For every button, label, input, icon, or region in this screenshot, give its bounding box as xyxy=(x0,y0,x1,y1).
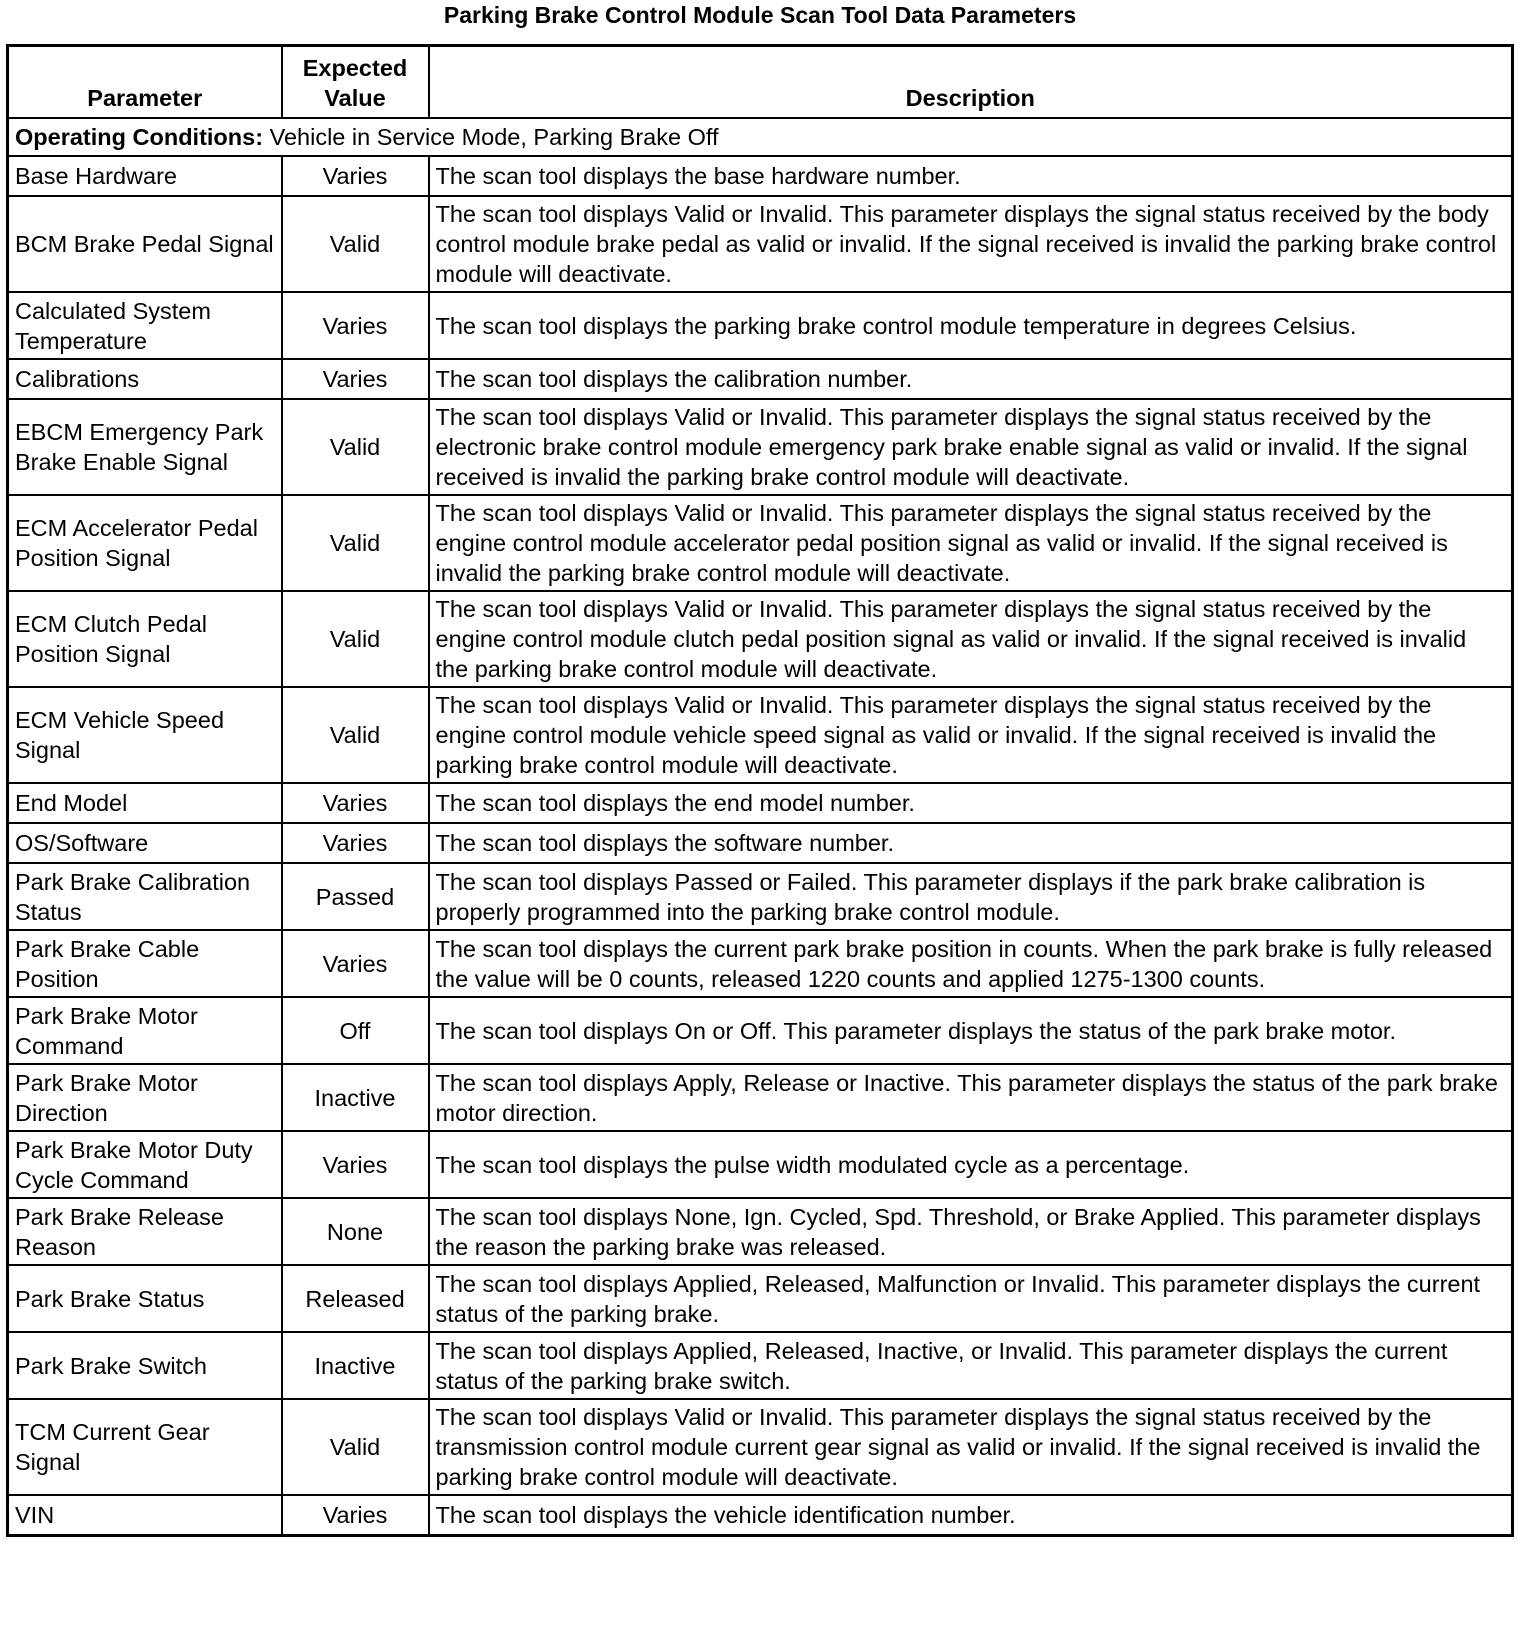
description-cell: The scan tool displays Valid or Invalid. This parameter displays the signal status received by the transmission control module current gear signal as valid or invalid. If the signal received is invalid the parking brake control module will deactivate. xyxy=(429,1399,1513,1495)
description-cell: The scan tool displays the software number. xyxy=(429,823,1513,863)
parameter-cell: VIN xyxy=(8,1495,282,1536)
parameter-cell: EBCM Emergency Park Brake Enable Signal xyxy=(8,399,282,495)
header-parameter: Parameter xyxy=(8,46,282,119)
expected-value-cell: Varies xyxy=(282,1131,429,1198)
description-cell: The scan tool displays the vehicle identification number. xyxy=(429,1495,1513,1536)
description-cell: The scan tool displays the calibration number. xyxy=(429,359,1513,399)
description-cell: The scan tool displays the end model number. xyxy=(429,783,1513,823)
description-cell: The scan tool displays Apply, Release or Inactive. This parameter displays the status of the park brake motor direction. xyxy=(429,1064,1513,1131)
description-cell: The scan tool displays Passed or Failed. This parameter displays if the park brake calibration is properly programmed into the parking brake control module. xyxy=(429,863,1513,930)
expected-value-cell: Inactive xyxy=(282,1064,429,1131)
scan-tool-data-table xyxy=(6,44,1514,1537)
expected-value-cell: Valid xyxy=(282,1399,429,1495)
table-row xyxy=(8,997,1513,1064)
parameter-cell: Park Brake Motor Direction xyxy=(8,1064,282,1131)
parameter-cell: OS/Software xyxy=(8,823,282,863)
table-row xyxy=(8,687,1513,783)
expected-value-cell: Valid xyxy=(282,495,429,591)
table-row xyxy=(8,1495,1513,1536)
description-cell: The scan tool displays the base hardware number. xyxy=(429,156,1513,196)
table-row xyxy=(8,359,1513,399)
description-cell: The scan tool displays the pulse width modulated cycle as a percentage. xyxy=(429,1131,1513,1198)
expected-value-cell: Varies xyxy=(282,359,429,399)
expected-value-cell: Varies xyxy=(282,292,429,359)
description-cell: The scan tool displays the parking brake control module temperature in degrees Celsius. xyxy=(429,292,1513,359)
parameter-cell: Park Brake Switch xyxy=(8,1332,282,1399)
expected-value-cell: Valid xyxy=(282,687,429,783)
header-expected-value: Expected Value xyxy=(282,46,429,119)
table-row xyxy=(8,495,1513,591)
description-cell: The scan tool displays Valid or Invalid. This parameter displays the signal status received by the engine control module accelerator pedal position signal as valid or invalid. If the signal received is invalid the parking brake control module will deactivate. xyxy=(429,495,1513,591)
description-cell: The scan tool displays Valid or Invalid. This parameter displays the signal status received by the electronic brake control module emergency park brake enable signal as valid or invalid. If the signal received is invalid the parking brake control module will deactivate. xyxy=(429,399,1513,495)
parameter-cell: Base Hardware xyxy=(8,156,282,196)
expected-value-cell: Off xyxy=(282,997,429,1064)
parameter-cell: BCM Brake Pedal Signal xyxy=(8,196,282,292)
operating-conditions-text: Vehicle in Service Mode, Parking Brake Off xyxy=(269,124,719,150)
parameter-cell: ECM Clutch Pedal Position Signal xyxy=(8,591,282,687)
table-row xyxy=(8,1064,1513,1131)
table-row xyxy=(8,399,1513,495)
parameter-cell: Park Brake Motor Duty Cycle Command xyxy=(8,1131,282,1198)
table-row xyxy=(8,1399,1513,1495)
table-row xyxy=(8,1265,1513,1332)
header-description: Description xyxy=(429,46,1513,119)
description-cell: The scan tool displays Applied, Released, Inactive, or Invalid. This parameter displays the current status of the parking brake switch. xyxy=(429,1332,1513,1399)
parameter-cell: Park Brake Release Reason xyxy=(8,1198,282,1265)
parameter-cell: Calibrations xyxy=(8,359,282,399)
table-row xyxy=(8,1332,1513,1399)
parameter-cell: End Model xyxy=(8,783,282,823)
parameter-cell: ECM Accelerator Pedal Position Signal xyxy=(8,495,282,591)
parameter-cell: Calculated System Temperature xyxy=(8,292,282,359)
page-title: Parking Brake Control Module Scan Tool Data Parameters xyxy=(443,2,1077,28)
description-cell: The scan tool displays On or Off. This parameter displays the status of the park brake motor. xyxy=(429,997,1513,1064)
expected-value-cell: Passed xyxy=(282,863,429,930)
parameter-cell: Park Brake Cable Position xyxy=(8,930,282,997)
table-header-row xyxy=(8,46,1513,119)
expected-value-cell: Inactive xyxy=(282,1332,429,1399)
parameter-cell: Park Brake Status xyxy=(8,1265,282,1332)
expected-value-cell: Valid xyxy=(282,399,429,495)
expected-value-cell: Valid xyxy=(282,591,429,687)
table-row xyxy=(8,823,1513,863)
expected-value-cell: None xyxy=(282,1198,429,1265)
parameter-cell: Park Brake Calibration Status xyxy=(8,863,282,930)
description-cell: The scan tool displays Valid or Invalid. This parameter displays the signal status received by the engine control module clutch pedal position signal as valid or invalid. If the signal received is invalid the parking brake control module will deactivate. xyxy=(429,591,1513,687)
expected-value-cell: Valid xyxy=(282,196,429,292)
expected-value-cell: Varies xyxy=(282,783,429,823)
description-cell: The scan tool displays Applied, Released, Malfunction or Invalid. This parameter displays the current status of the parking brake. xyxy=(429,1265,1513,1332)
parameter-cell: TCM Current Gear Signal xyxy=(8,1399,282,1495)
expected-value-cell: Released xyxy=(282,1265,429,1332)
expected-value-cell: Varies xyxy=(282,823,429,863)
description-cell: The scan tool displays None, Ign. Cycled, Spd. Threshold, or Brake Applied. This parameter displays the reason the parking brake was released. xyxy=(429,1198,1513,1265)
table-row xyxy=(8,196,1513,292)
table-row xyxy=(8,930,1513,997)
table-row xyxy=(8,783,1513,823)
expected-value-cell: Varies xyxy=(282,1495,429,1536)
operating-conditions-label: Operating Conditions: xyxy=(15,124,264,150)
description-cell: The scan tool displays Valid or Invalid. This parameter displays the signal status received by the engine control module vehicle speed signal as valid or invalid. If the signal received is invalid the parking brake control module will deactivate. xyxy=(429,687,1513,783)
table-row xyxy=(8,156,1513,196)
operating-conditions-cell xyxy=(8,118,1513,156)
description-cell: The scan tool displays Valid or Invalid. This parameter displays the signal status received by the body control module brake pedal as valid or invalid. If the signal received is invalid the parking brake control module will deactivate. xyxy=(429,196,1513,292)
parameter-cell: ECM Vehicle Speed Signal xyxy=(8,687,282,783)
operating-conditions-row xyxy=(8,118,1513,156)
expected-value-cell: Varies xyxy=(282,930,429,997)
table-row xyxy=(8,292,1513,359)
expected-value-cell: Varies xyxy=(282,156,429,196)
table-row xyxy=(8,1131,1513,1198)
table-row xyxy=(8,1198,1513,1265)
table-row xyxy=(8,591,1513,687)
description-cell: The scan tool displays the current park brake position in counts. When the park brake is fully released the value will be 0 counts, released 1220 counts and applied 1275-1300 counts. xyxy=(429,930,1513,997)
parameter-cell: Park Brake Motor Command xyxy=(8,997,282,1064)
table-row xyxy=(8,863,1513,930)
